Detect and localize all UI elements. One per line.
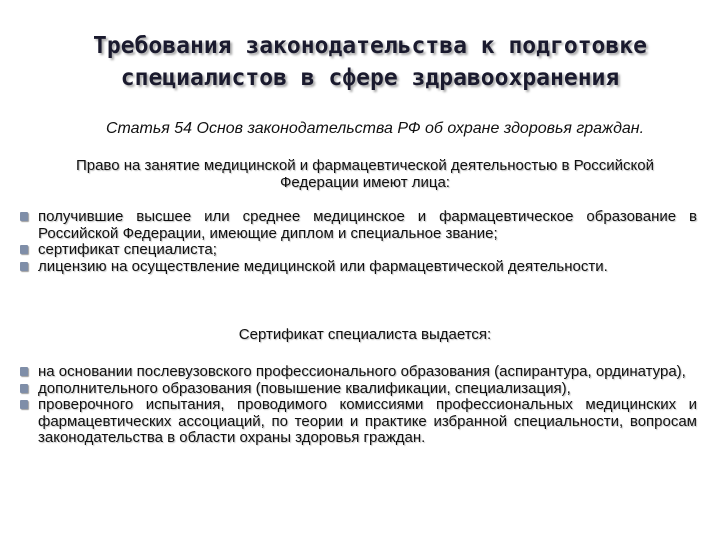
section-heading-rights: Право на занятие медицинской и фармацевтической деятельностью в Российской Федерации имеют лица: bbox=[75, 157, 655, 191]
list-item bbox=[20, 209, 697, 242]
slide-title: Требования законодательства к подготовке специалистов в сфере здравоохранения bbox=[93, 33, 647, 91]
square-bullet-icon bbox=[20, 400, 28, 409]
list-item-text: проверочного испытания, проводимого комиссиями профессиональных медицинских и фармацевтических ассоциаций, по теории и практике избранной специальности, вопросам законодательства в области охраны здоровья граждан. bbox=[38, 396, 697, 446]
list-item bbox=[20, 381, 697, 398]
list-item-text: дополнительного образования (повышение квалификации, специализация), bbox=[38, 379, 571, 397]
list-item-text: получившие высшее или среднее медицинское и фармацевтическое образование в Российской Федерации, имеющие диплом и специальное звание; bbox=[38, 208, 697, 242]
article-reference: Статья 54 Основ законодательства РФ об охране здоровья граждан. bbox=[105, 120, 645, 137]
certificate-list bbox=[20, 364, 697, 447]
list-item-text: сертификат специалиста; bbox=[38, 241, 217, 258]
list-item bbox=[20, 259, 697, 276]
square-bullet-icon bbox=[20, 245, 28, 254]
square-bullet-icon bbox=[20, 384, 28, 393]
list-item bbox=[20, 397, 697, 447]
square-bullet-icon bbox=[20, 212, 28, 221]
list-item bbox=[20, 242, 697, 259]
section-heading-certificate: Сертификат специалиста выдается: bbox=[238, 326, 492, 343]
rights-list bbox=[20, 209, 697, 275]
square-bullet-icon bbox=[20, 262, 28, 271]
list-item bbox=[20, 364, 697, 381]
list-item-text: на основании послевузовского профессионального образования (аспирантура, ординатура), bbox=[38, 363, 686, 380]
list-item-text: лицензию на осуществление медицинской или фармацевтической деятельности. bbox=[38, 257, 608, 275]
square-bullet-icon bbox=[20, 367, 28, 376]
